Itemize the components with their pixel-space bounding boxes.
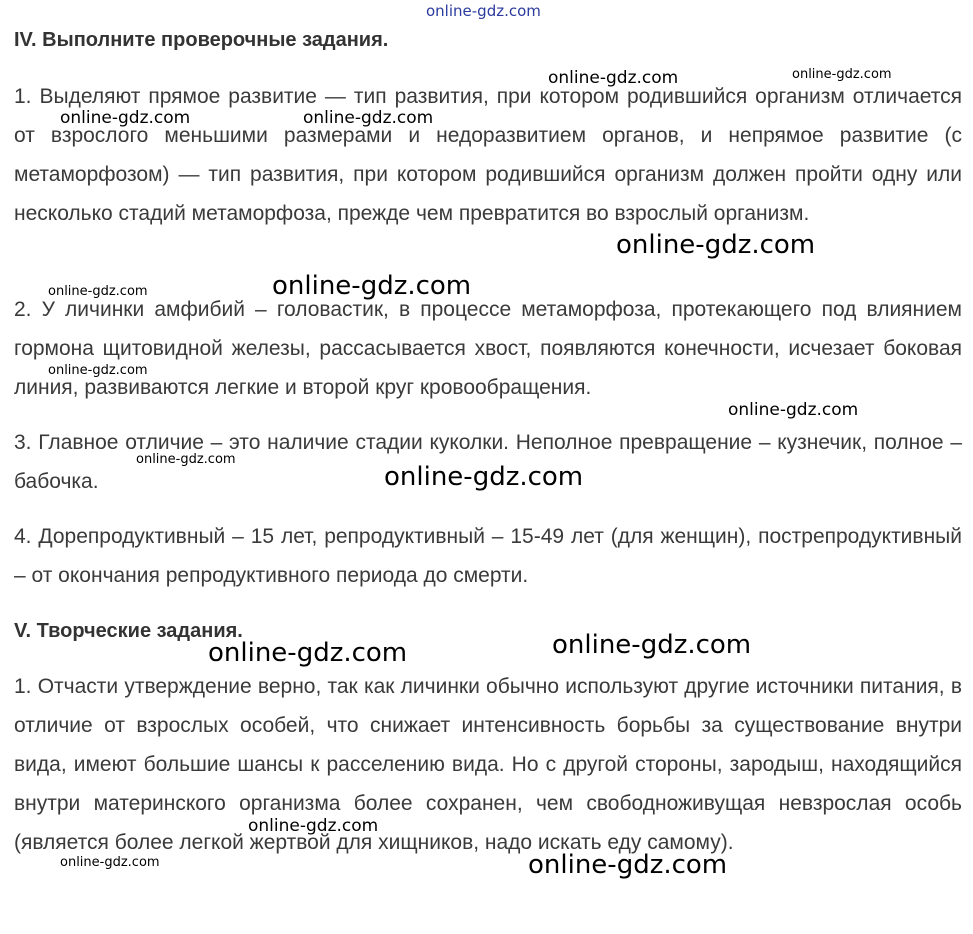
watermark: online-gdz.com: [384, 462, 584, 492]
section-4-heading: IV. Выполните проверочные задания.: [14, 29, 389, 51]
watermark: online-gdz.com: [616, 230, 816, 260]
section-4-item-4: 4. Дорепродуктивный – 15 лет, репродуктивный – 15-49 лет (для женщин), пострепродуктивный – от окончания репродуктивного периода до смерти.: [14, 525, 962, 587]
watermark: online-gdz.com: [272, 271, 472, 301]
watermark: online-gdz.com: [48, 284, 148, 299]
watermark: online-gdz.com: [548, 68, 679, 88]
section-5-item-1: 1. Отчасти утверждение верно, так как личинки обычно используют другие источники питания, в отличие от взрослых особей, что снижает интенсивность борьбы за существование внутри вида, имеют большие шансы к расселению вида. Но с другой стороны, зародыш, находящийся внутри материнского организма более сохранен, чем свободноживущая невзрослая особь (является более легкой жертвой для хищников, надо искать еду самому).: [14, 675, 962, 854]
watermark: online-gdz.com: [248, 816, 379, 836]
section-4-item-3: 3. Главное отличие – это наличие стадии куколки. Неполное превращение – кузнечик, полное – бабочка.: [14, 431, 962, 493]
watermark: online-gdz.com: [60, 108, 191, 128]
watermark: online-gdz.com: [60, 855, 160, 870]
top-watermark: online-gdz.com: [426, 2, 541, 20]
watermark: online-gdz.com: [48, 363, 148, 378]
watermark: online-gdz.com: [303, 108, 434, 128]
watermark: online-gdz.com: [208, 638, 408, 668]
section-4-item-1: 1. Выделяют прямое развитие — тип развития, при котором родившийся организм отличается от взрослого меньшими размерами и недоразвитием органов, и непрямое развитие (с метаморфозом) — тип развития, при котором родившийся организм должен пройти одну или несколько стадий метаморфоза, прежде чем превратится во взрослый организм.: [14, 85, 962, 225]
section-5-heading: V. Творческие задания.: [14, 620, 243, 642]
watermark: online-gdz.com: [528, 850, 728, 880]
watermark: online-gdz.com: [792, 67, 892, 82]
watermark: online-gdz.com: [552, 630, 752, 660]
section-4-item-2: 2. У личинки амфибий – головастик, в процессе метаморфоза, протекающего под влиянием гормона щитовидной железы, рассасывается хвост, появляются конечности, исчезает боковая линия, развиваются легкие и второй круг кровообращения.: [14, 298, 962, 399]
watermark: online-gdz.com: [728, 400, 859, 420]
watermark: online-gdz.com: [136, 452, 236, 467]
